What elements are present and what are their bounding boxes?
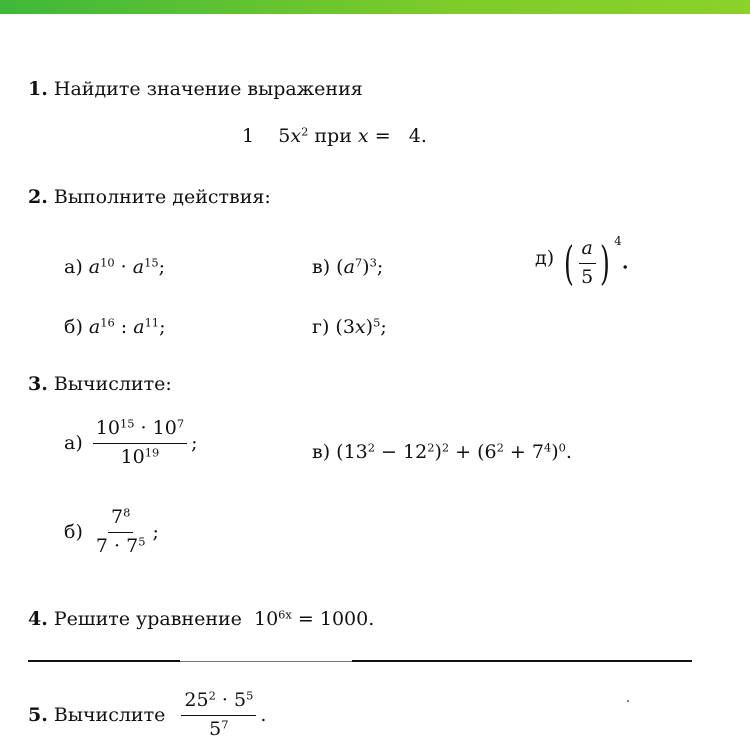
task-3a: а) $\frac{10^{15} \cdot 10^7}{10^{19}}$ ; [64, 416, 198, 468]
task-3b: б) $\frac{7^8}{7 \cdot 7^5}$ ; [64, 505, 159, 557]
separator-line-thin [180, 661, 352, 662]
speck [627, 700, 629, 702]
task-5: 5. Вычислите $\frac{25^2 \cdot 5^5}{5^7}$ . [28, 688, 267, 740]
separator-line [28, 660, 180, 662]
task-2v: в) $(a^7)^3$; [312, 255, 384, 278]
task-1-heading: 1. Найдите значение выражения [28, 78, 363, 100]
separator-line-right [352, 660, 692, 662]
task-2b: б) $a^{16}$ : $a^{11}$; [64, 315, 166, 338]
task-2-heading: 2. Выполните действия: [28, 186, 271, 208]
task-3-heading: 3. Вычислите: [28, 373, 172, 395]
task-1-expression: 1 $5x^2$ при x = 4. [242, 124, 427, 147]
task-3v: в) $(13^2 - 12^2)^2 + (6^2 + 7^4)^0$. [312, 440, 572, 463]
top-accent-bar [0, 0, 750, 14]
task-2g: г) $(3x)^5$; [312, 315, 387, 338]
task-4-heading: 4. Решите уравнение $10^{6x} = 1000$. [28, 607, 375, 630]
task-2d: д) ( $\frac{a}{5}$ ) 4 . [535, 234, 629, 291]
task-2a: а) $a^{10} \cdot a^{15}$; [64, 255, 165, 278]
